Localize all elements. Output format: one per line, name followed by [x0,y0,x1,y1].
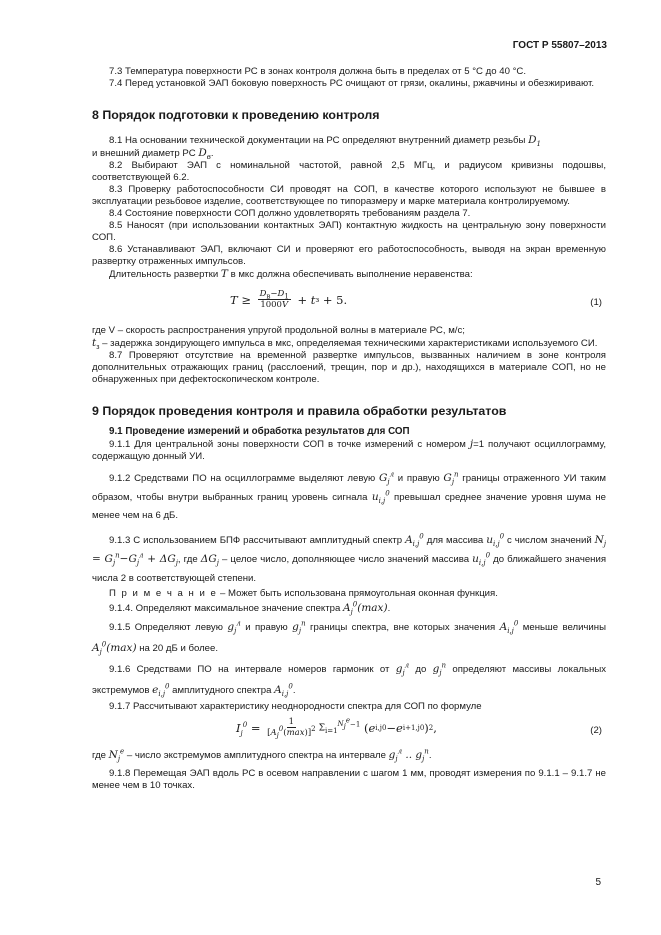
page-body [92,66,606,792]
section-8-heading: 8 Порядок подготовки к проведению контроля [92,108,380,122]
para-8-5: 8.5 Наносят (при использовании контактных ЭАП) контактную жидкость на центральную зону поверхности СОП. [92,220,606,243]
para-8-3: 8.3 Проверку работоспособности СИ проводят на СОП, в качестве которого используют не бывшее в эксплуатации резьбовое изделие, соответствующее по типоразмеру и марке материала контролируемому. [92,184,606,207]
para-8-1: 8.1 На основании технической документации на РС определяют внутренний диаметр резьбы $D_1$ [109,134,541,149]
formula-d1: $D_1$ [528,134,541,149]
para-7-3: 7.3 Температура поверхности РС в зонах контроля должна быть в пределах от 5 °С до 40 °С. [109,66,527,77]
para-9-1-7: 9.1.7 Рассчитывают характеристику неоднородности спектра для СОП по формуле [109,701,482,712]
para-9-1-6: 9.1.6 Средствами ПО на интервале номеров гармоник от $g_j^л$ до $g_j^п$ определяют массивы локальных экстремумов $e_{i,j}^0$ амплитудного спектра $A_{i,j}^0$. [92,661,607,699]
para-9-1-4: 9.1.4. Определяют максимальное значение спектра $A_j^0(\max)$. [109,600,391,617]
para-8-7: 8.7 Проверяют отсутствие на временной развертке импульсов, вызванных наличием в зоне контроля дополнительных отражающих границ (расслоений, трещин, пор и др.), находящихся в материале СОП, но не обнаруженных при дефектоскопическом контроле. [92,350,606,385]
para-where-v: где V – скорость распространения упругой продольной волны в материале РС, м/с; [92,325,465,336]
page-number: 5 [595,877,601,888]
para-9-1-2: 9.1.2 Средствами ПО на осциллограмме выделяют левую $G_j^л$ и правую $G_j^п$ границы отраженного УИ таким образом, чтобы внутри выбранных границ уровень сигнала $u_{i,j}^0$ превышал среднее значение уровня шума не менее чем на 6 дБ. [92,470,607,521]
para-8-4: 8.4 Состояние поверхности СОП должно удовлетворять требованиям раздела 7. [109,208,471,219]
formula-1-number: (1) [590,297,602,308]
section-9-heading: 9 Порядок проведения контроля и правила обработки результатов [92,404,507,418]
para-8-2: 8.2 Выбирают ЭАП с номинальной частотой, равной 2,5 МГц, и радиусом кривизны подошвы, соответствующей 6.2. [92,160,606,183]
para-8-1-cont: и внешний диаметр РС $D_в$. [92,147,214,162]
note-label: П р и м е ч а н и е [109,588,218,599]
para-where-t: $t_з$ – задержка зондирующего импульса в мкс, определяемая техническими характеристиками используемого СИ. [92,337,598,351]
para-9-1-3: 9.1.3 С использованием БПФ рассчитывают амплитудный спектр $A_{i,j}^0$ для массива $u_{i,j}^0$ с числом значений $N_j = G_j^п-G_j^л + \Delta G_j$, где $\Delta G_j$ – целое число, дополняющее число значений массива $u_{i,j}^0$ до ближайшего значения числа 2 в соответствующей степени. [92,532,607,584]
formula-2-number: (2) [590,725,602,736]
para-9-1-1: 9.1.1 Для центральной зоны поверхности СОП в точке измерений с номером j=1 получают осциллограмму, содержащую донный УИ. [92,438,606,462]
para-8-6: 8.6 Устанавливают ЭАП, включают СИ и проверяют его работоспособность, выводя на экран временную развертку отраженных импульсов. [92,244,606,267]
subsection-9-1-heading: 9.1 Проведение измерений и обработка результатов для СОП [109,426,410,437]
formula-1: T ≥ $\frac{D_в-D_1}{1000V}$ + t з + 5. (1) [230,289,602,310]
para-9-1-8: 9.1.8 Перемещая ЭАП вдоль РС в осевом направлении с шагом 1 мм, проводят измерения по 9.1.1 – 9.1.7 не менее чем в 10 точках. [92,768,606,791]
formula-dv: $D_в$ [198,147,211,162]
formula-2: $I_j^0$ = $\frac{1}{[A_j^0(\max)]^2}$ $\Sigma_{i=1}^{N_j^e-1}$ ( e i,j 0 − e i+1,j 0 ) 2 , (2) [236,716,602,740]
para-where-n: где $N_j^e$ – число экстремумов амплитудного спектра на интервале $g_j^л$ .. $g_j^п$. [92,747,432,764]
document-header: ГОСТ Р 55807–2013 [512,40,607,51]
note: П р и м е ч а н и е – Может быть использована прямоугольная оконная функция. [109,588,498,599]
para-duration: Длительность развертки T в мкс должна обеспечивать выполнение неравенства: [109,268,473,280]
para-9-1-5: 9.1.5 Определяют левую $g_j^л$ и правую $g_j^п$ границы спектра, вне которых значения $A_{i,j}^0$ меньше величины $A_j^0(\max)$ на 20 дБ и более. [92,619,606,657]
para-7-4: 7.4 Перед установкой ЭАП боковую поверхность РС очищают от грязи, окалины, ржавчины и обезжиривают. [109,78,595,89]
